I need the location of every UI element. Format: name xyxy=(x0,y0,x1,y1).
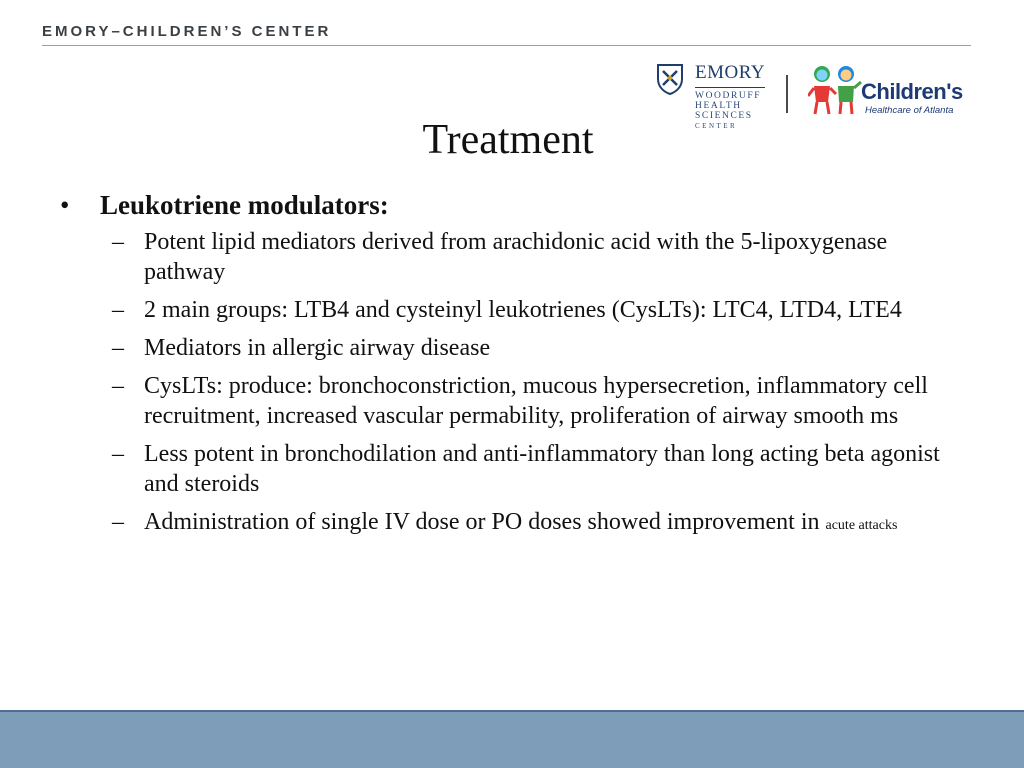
emory-rule xyxy=(695,87,765,88)
list-item-text: Less potent in bronchodilation and anti-inflammatory than long acting beta agonist and steroids xyxy=(144,441,940,497)
emory-sub-line-4: CENTER xyxy=(695,122,738,130)
slide-title: Treatment xyxy=(422,117,594,163)
header-divider xyxy=(42,45,971,46)
list-item xyxy=(112,439,960,499)
list-item-text: CysLTs: produce: bronchoconstriction, mucous hypersecretion, inflammatory cell recruitment, increased vascular permability, proliferation of airway smooth ms xyxy=(144,373,928,429)
list-item xyxy=(112,227,960,287)
dash-marker: – xyxy=(112,297,124,323)
footer-bar xyxy=(0,710,1024,768)
bullet-symbol: • xyxy=(60,190,70,220)
list-item-text-container xyxy=(144,507,960,541)
dash-marker: – xyxy=(112,509,124,535)
list-item-text: Mediators in allergic airway disease xyxy=(144,335,491,361)
emory-name: EMORY xyxy=(695,62,766,83)
list-item xyxy=(112,371,960,431)
childrens-name: Children's xyxy=(861,79,963,104)
logo-divider xyxy=(786,75,788,113)
childrens-tagline: Healthcare of Atlanta xyxy=(865,105,954,116)
list-item xyxy=(112,507,960,541)
emory-sub-line-2: HEALTH xyxy=(695,101,742,111)
dash-marker: – xyxy=(112,373,124,399)
emory-sub-line-3: SCIENCES xyxy=(695,111,753,121)
list-item-text: 2 main groups: LTB4 and cysteinyl leukotrienes (CysLTs): LTC4, LTD4, LTE4 xyxy=(144,297,902,323)
kids-figures-icon xyxy=(808,60,862,118)
emory-shield-icon xyxy=(656,63,684,95)
dash-marker: – xyxy=(112,335,124,361)
list-item-text: Potent lipid mediators derived from arachidonic acid with the 5-lipoxygenase pathway xyxy=(144,229,888,285)
org-header: EMORY–CHILDREN’S CENTER xyxy=(42,23,332,40)
list-item xyxy=(112,295,960,325)
list-item-small-text: acute attacks xyxy=(825,518,898,533)
main-bullet xyxy=(60,190,960,221)
sub-bullet-list xyxy=(112,227,960,541)
slide-content xyxy=(60,190,960,549)
emory-sub-line-1: WOODRUFF xyxy=(695,91,762,101)
childrens-logo xyxy=(808,60,978,120)
dash-marker: – xyxy=(112,441,124,467)
list-item-text: Administration of single IV dose or PO doses showed improvement in xyxy=(144,509,826,535)
dash-marker: – xyxy=(112,229,124,255)
bullet-heading: Leukotriene modulators: xyxy=(100,190,389,220)
list-item xyxy=(112,333,960,363)
